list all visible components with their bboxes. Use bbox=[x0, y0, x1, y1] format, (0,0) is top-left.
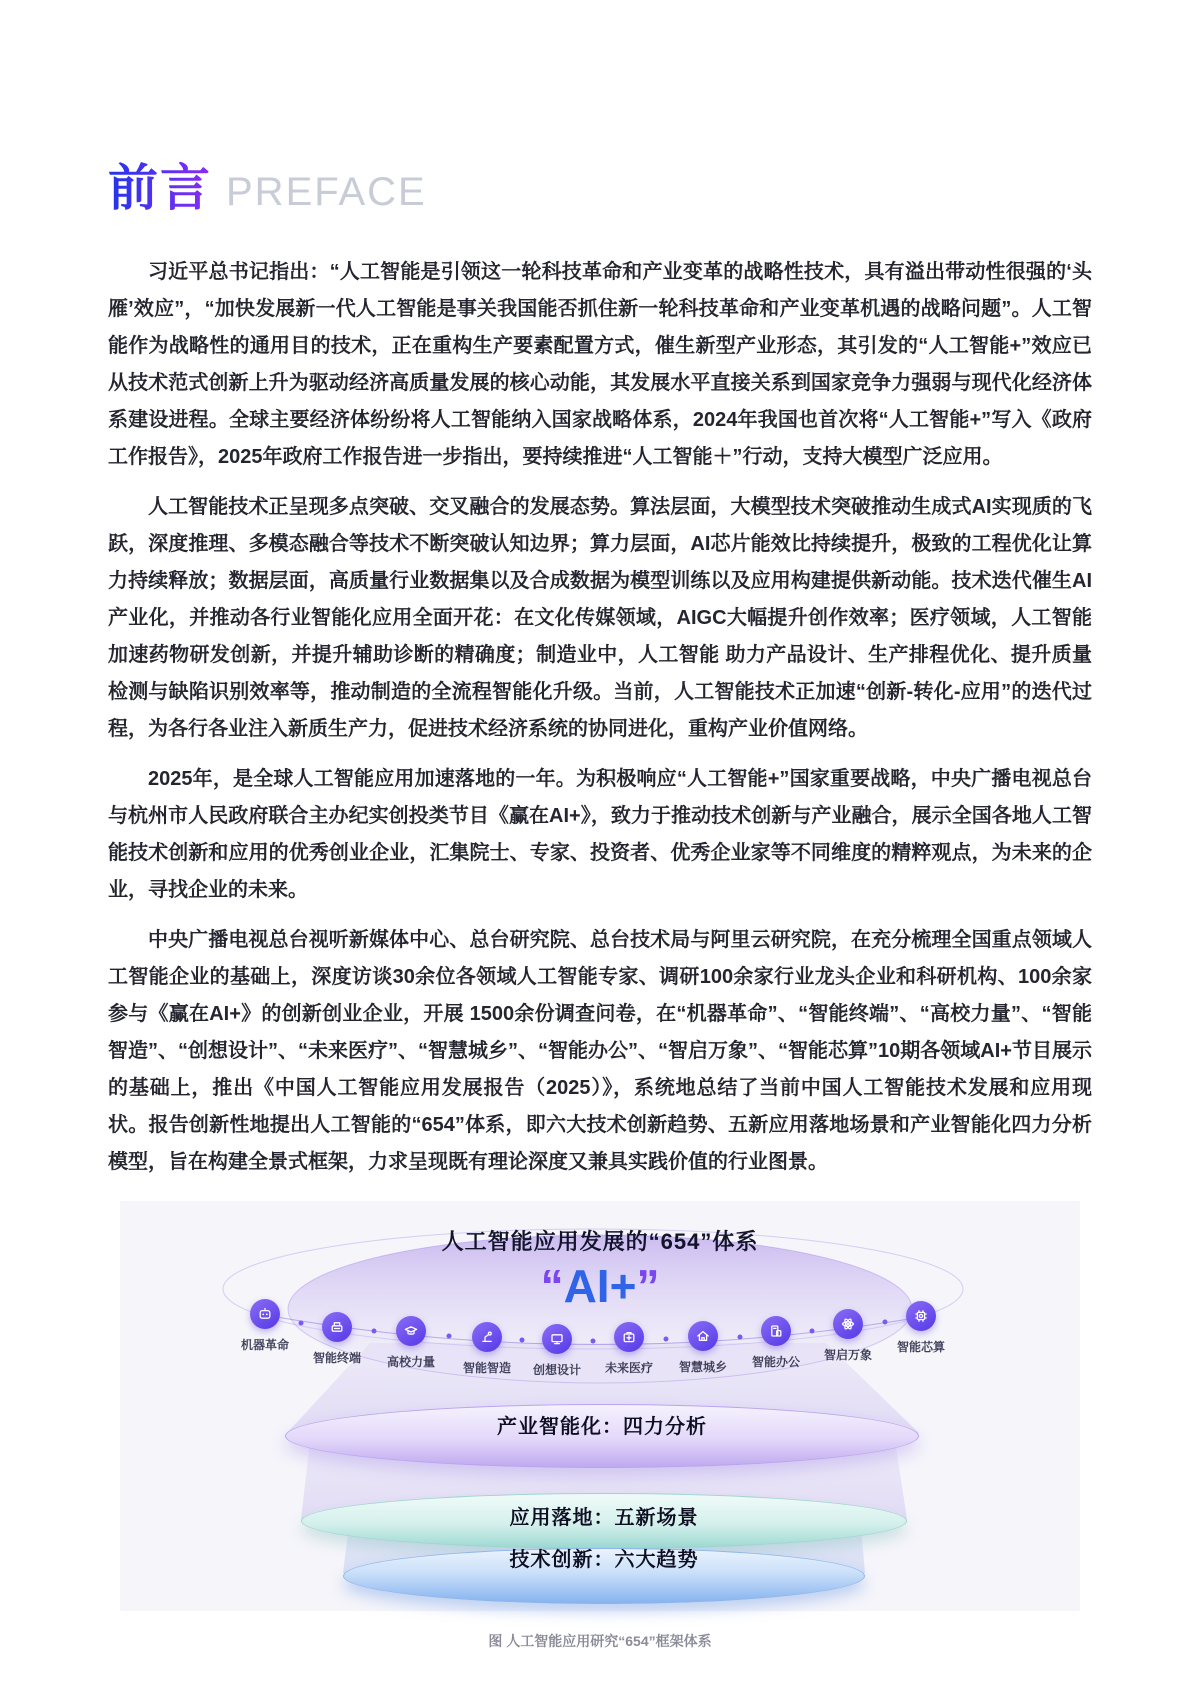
diagram-node-label: 创想设计 bbox=[532, 1363, 581, 1377]
medical-case-icon bbox=[614, 1322, 644, 1352]
layer-label: 产业智能化：四力分析 bbox=[497, 1416, 707, 1438]
layer-industry-intelligence bbox=[285, 1404, 919, 1468]
robot-icon bbox=[250, 1299, 280, 1329]
layer-application-landing bbox=[301, 1493, 907, 1549]
diagram-node-label: 智能智造 bbox=[462, 1361, 511, 1375]
chip-icon bbox=[906, 1301, 936, 1331]
diagram-node-label: 智能芯算 bbox=[896, 1340, 945, 1354]
office-icon bbox=[761, 1316, 791, 1346]
diagram-node-label: 智慧城乡 bbox=[678, 1360, 727, 1374]
close-quote: ” bbox=[636, 1260, 660, 1312]
atom-icon bbox=[833, 1309, 863, 1339]
layer-technology-innovation bbox=[343, 1548, 865, 1604]
paragraph-technology-trends: 人工智能技术正呈现多点突破、交叉融合的发展态势。算法层面，大模型技术突破推动生成式AI实现质的飞跃，深度推理、多模态融合等技术不断突破认知边界；算力层面，AI芯片能效比持续提升，极致的工程优化让算力持续释放；数据层面，高质量行业数据集以及合成数据为模型训练以及应用构建提供新动能。技术迭代催生AI产业化，并推动各行业智能化应用全面开花：在文化传媒领域，AIGC大幅提升创作效率；医疗领域，人工智能加速药物研发创新，并提升辅助诊断的精确度；制造业中，人工智能 助力产品设计、生产排程优化、提升质量检测与缺陷识别效率等，推动制造的全流程智能化升级。当前，人工智能技术正加速“创新-转化-应用”的迭代过程，为各行各业注入新质生产力，促进技术经济系统的协同进化，重构产业价值网络。 bbox=[108, 496, 1092, 740]
open-quote: “ bbox=[540, 1260, 564, 1312]
paragraph-report-method: 中央广播电视总台视听新媒体中心、总台研究院、总台技术局与阿里云研究院，在充分梳理全国重点领域人工智能企业的基础上，深度访谈30余位各领域人工智能专家、调研100余家行业龙头企业和科研机构、100余家参与《赢在AI+》的创新创业企业，开展 1500余份调查问卷，在“机器革命”、“智能终端”、“高校力量”、“智能智造”、“创想设计”、“未来医疗”、“智慧城乡”、“智能办公”、“智启万象”、“智能芯算”10期各领域AI+节目展示的基础上，推出《中国人工智能应用发展报告（2025）》，系统地总结了当前中国人工智能技术发展和应用现状。报告创新性地提出人工智能的“654”体系，即六大技术创新趋势、五新应用落地场景和产业智能化四力分析模型，旨在构建全景式框架，力求呈现既有理论深度又兼具实践价值的行业图景。 bbox=[108, 929, 1092, 1173]
diagram-title: 人工智能应用发展的“654”体系 bbox=[441, 1229, 759, 1254]
diagram-node-label: 智能终端 bbox=[312, 1351, 361, 1365]
page-title-zh: 前言 bbox=[108, 148, 212, 220]
diagram-node-label: 智能办公 bbox=[751, 1355, 800, 1369]
page-title-en: PREFACE bbox=[226, 170, 427, 214]
framework-diagram bbox=[120, 1201, 1080, 1611]
diagram-node-label: 高校力量 bbox=[386, 1355, 435, 1369]
design-monitor-icon bbox=[542, 1324, 572, 1354]
ai-plus-text: AI+ bbox=[563, 1260, 637, 1312]
diagram-caption: 图 人工智能应用研究“654”框架体系 bbox=[488, 1633, 712, 1649]
diagram-node-label: 智启万象 bbox=[823, 1348, 872, 1362]
page-title bbox=[108, 148, 1092, 220]
paragraph-2025-program: 2025年，是全球人工智能应用加速落地的一年。为积极响应“人工智能+”国家重要战略，中央广播电视总台与杭州市人民政府联合主办纪实创投类节目《赢在AI+》，致力于推动技术创新与产业融合，展示全国各地人工智能技术创新和应用的优秀创业企业，汇集院士、专家、投资者、优秀企业家等不同维度的精粹观点，为未来的企业，寻找企业的未来。 bbox=[108, 768, 1092, 901]
house-icon bbox=[688, 1321, 718, 1351]
diagram-node-label: 机器革命 bbox=[240, 1338, 289, 1352]
smart-terminal-icon bbox=[322, 1312, 352, 1342]
paragraph-quote: 习近平总书记指出：“人工智能是引领这一轮科技革命和产业变革的战略性技术，具有溢出带动性很强的‘头雁’效应”，“加快发展新一代人工智能是事关我国能否抓住新一轮科技革命和产业变革机遇的战略问题”。人工智能作为战略性的通用目的技术，正在重构生产要素配置方式，催生新型产业形态，其引发的“人工智能+”效应已从技术范式创新上升为驱动经济高质量发展的核心动能，其发展水平直接关系到国家竞争力强弱与现代化经济体系建设进程。全球主要经济体纷纷将人工智能纳入国家战略体系，2024年我国也首次将“人工智能+”写入《政府工作报告》，2025年政府工作报告进一步指出，要持续推进“人工智能＋”行动，支持大模型广泛应用。 bbox=[108, 261, 1092, 468]
diagram-node-label: 未来医疗 bbox=[604, 1361, 653, 1375]
robot-arm-icon bbox=[472, 1322, 502, 1352]
layer-label: 技术创新：六大趋势 bbox=[509, 1549, 699, 1571]
graduation-cap-icon bbox=[396, 1316, 426, 1346]
diagram-node-smart-chip bbox=[876, 1301, 966, 1355]
layer-label: 应用落地：五新场景 bbox=[509, 1507, 699, 1529]
